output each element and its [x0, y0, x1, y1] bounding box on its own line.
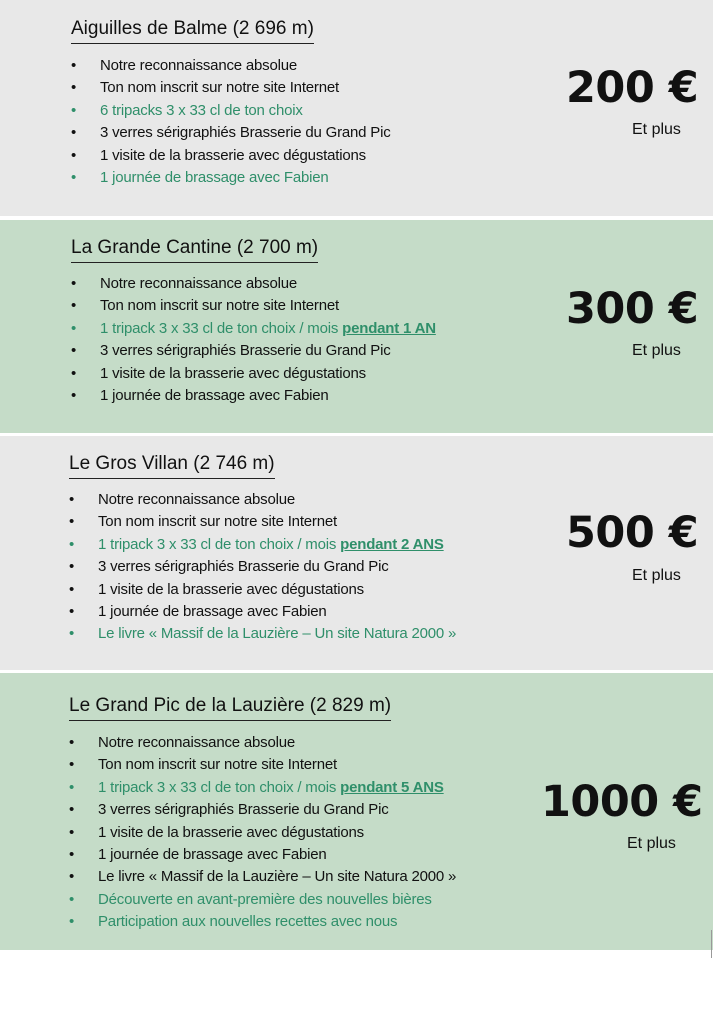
perk-item: • Notre reconnaissance absolue [69, 732, 456, 754]
tier-price-sub: Et plus [627, 835, 676, 852]
tier-title: La Grande Cantine (2 700 m) [71, 237, 318, 263]
tier-la-grande-cantine [0, 220, 713, 433]
tier-price-sub: Et plus [632, 121, 681, 138]
perk-item: • 1 visite de la brasserie avec dégustations [71, 363, 436, 385]
perk-item: • Participation aux nouvelles recettes avec nous [69, 911, 456, 933]
perk-item: • 1 journée de brassage avec Fabien [69, 844, 456, 866]
perk-item: • Ton nom inscrit sur notre site Internet [69, 511, 456, 533]
perk-item: • 3 verres sérigraphiés Brasserie du Grand Pic [71, 122, 391, 144]
perk-item: • 1 visite de la brasserie avec dégustations [71, 145, 391, 167]
perk-item: • Ton nom inscrit sur notre site Internet [71, 295, 436, 317]
tier-aiguilles-de-balme [0, 0, 713, 216]
perk-item: • 6 tripacks 3 x 33 cl de ton choix [71, 100, 391, 122]
tier-price-sub: Et plus [632, 342, 681, 359]
perk-item: • Ton nom inscrit sur notre site Internet [69, 754, 456, 776]
perk-item: • Découverte en avant-première des nouvelles bières [69, 889, 456, 911]
perk-item: • 1 tripack 3 x 33 cl de ton choix / mois pendant 5 ANS [69, 777, 456, 799]
perk-item: • Ton nom inscrit sur notre site Internet [71, 77, 391, 99]
perk-item: • 1 tripack 3 x 33 cl de ton choix / mois pendant 1 AN [71, 318, 436, 340]
perk-item: • 3 verres sérigraphiés Brasserie du Grand Pic [71, 340, 436, 362]
perk-item: • 3 verres sérigraphiés Brasserie du Grand Pic [69, 556, 456, 578]
tier-le-gros-villan [0, 436, 713, 670]
perk-item: • 1 journée de brassage avec Fabien [71, 167, 391, 189]
perk-list [71, 273, 436, 407]
tier-price: 200 € [566, 63, 699, 113]
perk-item: • 1 visite de la brasserie avec dégustations [69, 822, 456, 844]
perk-item: • 1 journée de brassage avec Fabien [69, 601, 456, 623]
perk-item: • Le livre « Massif de la Lauzière – Un site Natura 2000 » [69, 866, 456, 888]
perk-item: • 3 verres sérigraphiés Brasserie du Grand Pic [69, 799, 456, 821]
tier-title: Le Gros Villan (2 746 m) [69, 453, 275, 479]
perk-item: • 1 visite de la brasserie avec dégustations [69, 579, 456, 601]
perk-item: • Notre reconnaissance absolue [69, 489, 456, 511]
perk-item: • 1 tripack 3 x 33 cl de ton choix / mois pendant 2 ANS [69, 534, 456, 556]
perk-list [69, 732, 456, 934]
perk-item: • Notre reconnaissance absolue [71, 273, 436, 295]
tier-price: 500 € [566, 508, 699, 558]
perk-list [69, 489, 456, 646]
tier-price: 300 € [566, 284, 699, 334]
perk-item: • Notre reconnaissance absolue [71, 55, 391, 77]
tier-price-sub: Et plus [632, 567, 681, 584]
tier-le-grand-pic-de-la-lauziere [0, 673, 713, 950]
tier-price: 1000 € [541, 777, 703, 827]
tier-title: Aiguilles de Balme (2 696 m) [71, 18, 314, 44]
perk-list [71, 55, 391, 189]
page-edge-divider [711, 930, 712, 958]
perk-item: • 1 journée de brassage avec Fabien [71, 385, 436, 407]
tier-title: Le Grand Pic de la Lauzière (2 829 m) [69, 695, 391, 721]
perk-item: • Le livre « Massif de la Lauzière – Un site Natura 2000 » [69, 623, 456, 645]
